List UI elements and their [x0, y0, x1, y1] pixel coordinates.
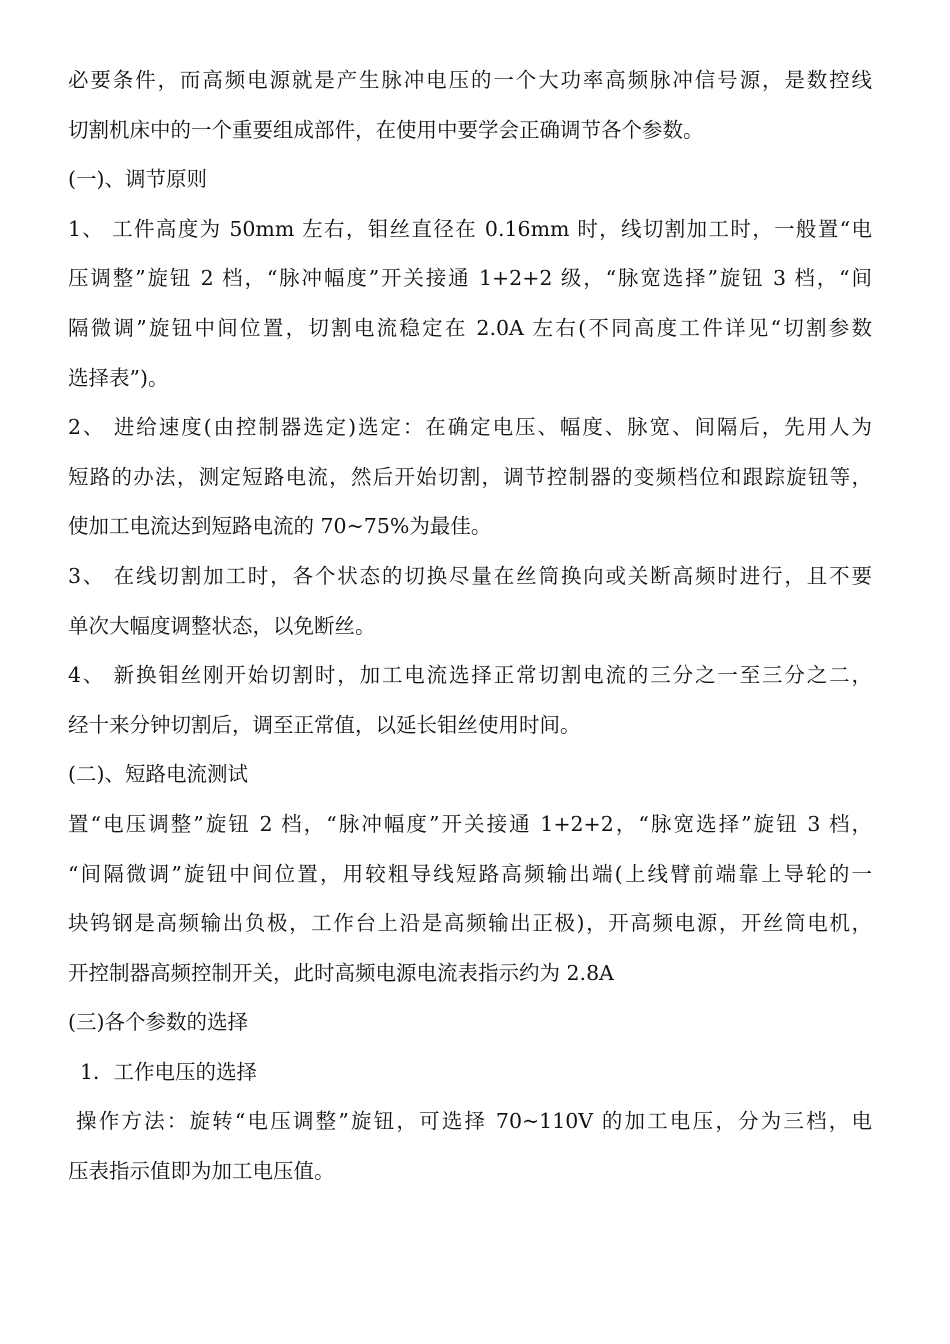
list-item-line: 经十来分钟切割后，调至正常值，以延长钼丝使用时间。 — [68, 712, 581, 737]
section-heading: (一)、调节原则 — [68, 167, 207, 192]
list-item-line: 压调整”旋钮 2 档，“脉冲幅度”开关接通 1+2+2 级，“脉宽选择”旋钮 3 档，“间 — [68, 266, 872, 291]
list-item-line: 1、 工件高度为 50mm 左右，钼丝直径在 0.16mm 时，线切割加工时，一般置“电 — [68, 216, 872, 241]
paragraph-line: “间隔微调”旋钮中间位置，用较粗导线短路高频输出端(上线臂前端靠上导轮的一 — [68, 861, 872, 886]
list-item-line: 使加工电流达到短路电流的 70~75%为最佳。 — [68, 514, 492, 539]
document-page — [68, 56, 872, 1197]
subsection-heading: 1．工作电压的选择 — [80, 1059, 258, 1084]
paragraph-line: 切割机床中的一个重要组成部件，在使用中要学会正确调节各个参数。 — [68, 117, 704, 142]
list-item-line: 3、 在线切割加工时，各个状态的切换尽量在丝筒换向或关断高频时进行，且不要 — [68, 563, 872, 588]
paragraph-line: 置“电压调整”旋钮 2 档，“脉冲幅度”开关接通 1+2+2，“脉宽选择”旋钮 3 档， — [68, 811, 872, 836]
list-item-line: 单次大幅度调整状态，以免断丝。 — [68, 613, 376, 638]
section-heading: (二)、短路电流测试 — [68, 762, 248, 787]
paragraph-line: 开控制器高频控制开关，此时高频电源电流表指示约为 2.8A — [68, 960, 614, 985]
paragraph-line: 必要条件，而高频电源就是产生脉冲电压的一个大功率高频脉冲信号源，是数控线 — [68, 68, 872, 92]
paragraph-line: 压表指示值即为加工电压值。 — [68, 1159, 335, 1184]
list-item-line: 隔微调”旋钮中间位置，切割电流稳定在 2.0A 左右(不同高度工件详见“切割参数 — [68, 315, 872, 340]
paragraph-line: 操作方法：旋转“电压调整”旋钮，可选择 70~110V 的加工电压，分为三档，电 — [76, 1109, 872, 1134]
list-item-line: 短路的办法，测定短路电流，然后开始切割，调节控制器的变频档位和跟踪旋钮等， — [68, 464, 872, 489]
list-item-line: 选择表”)。 — [68, 365, 169, 390]
list-item-line: 4、 新换钼丝刚开始切割时，加工电流选择正常切割电流的三分之一至三分之二， — [68, 663, 872, 688]
section-heading: (三)各个参数的选择 — [68, 1010, 248, 1035]
paragraph-line: 块钨钢是高频输出负极，工作台上沿是高频输出正极)，开高频电源，开丝筒电机， — [68, 911, 872, 936]
list-item-line: 2、 进给速度(由控制器选定)选定：在确定电压、幅度、脉宽、间隔后，先用人为 — [68, 415, 872, 440]
